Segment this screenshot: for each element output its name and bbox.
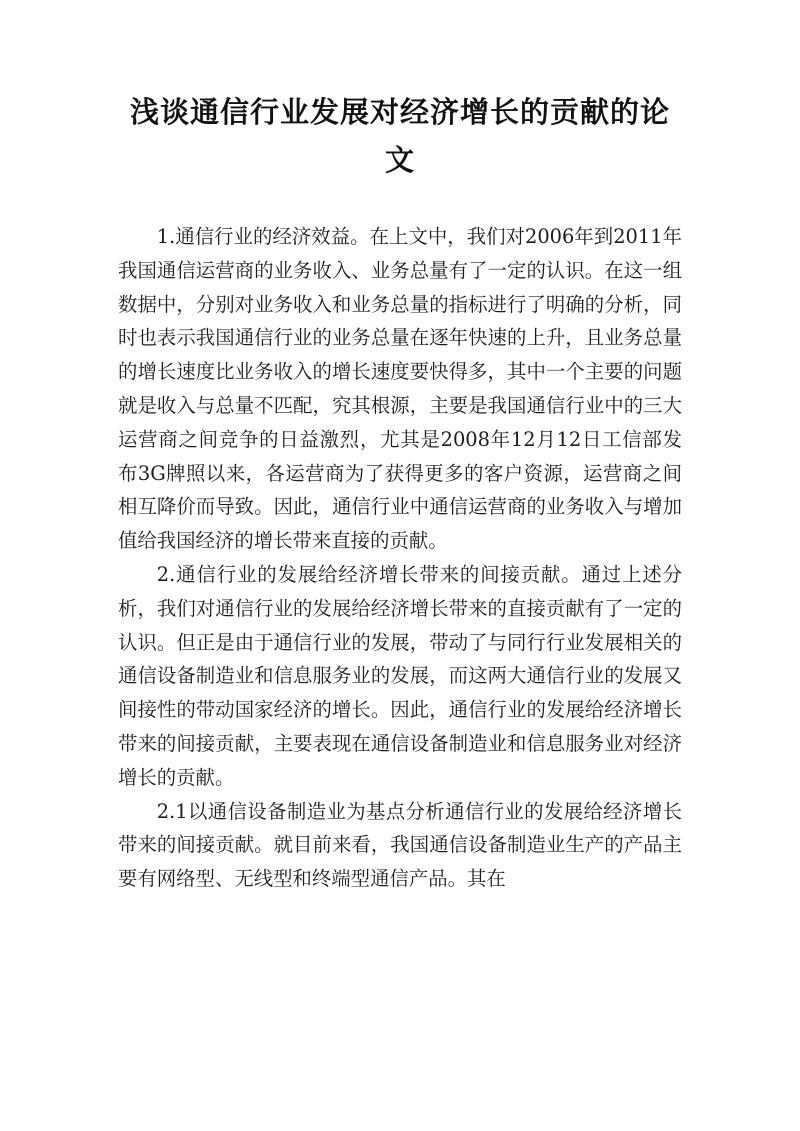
- paragraph-1: 1.通信行业的经济效益。在上文中，我们对2006年到2011年我国通信运营商的业务收入、业务总量有了一定的认识。在这一组数据中，分别对业务收入和业务总量的指标进行了明确的分析，同时也表示我国通信行业的业务总量在逐年快速的上升，且业务总量的增长速度比业务收入的增长速度要快得多，其中一个主要的问题就是收入与总量不匹配，究其根源，主要是我国通信行业中的三大运营商之间竞争的日益激烈，尤其是2008年12月12日工信部发布3G牌照以来，各运营商为了获得更多的客户资源，运营商之间相互降价而导致。因此，通信行业中通信运营商的业务收入与增加值给我国经济的增长带来直接的贡献。: [118, 225, 682, 553]
- document-title: 浅谈通信行业发展对经济增长的贡献的论文: [129, 95, 670, 177]
- paragraph-3: 2.1以通信设备制造业为基点分析通信行业的发展给经济增长带来的间接贡献。就目前来看，我国通信设备制造业生产的产品主要有网络型、无线型和终端型通信产品。其在: [118, 799, 682, 891]
- document-body: [118, 220, 682, 896]
- paragraph-2: 2.通信行业的发展给经济增长带来的间接贡献。通过上述分析，我们对通信行业的发展给经济增长带来的直接贡献有了一定的认识。但正是由于通信行业的发展，带动了与同行行业发展相关的通信设备制造业和信息服务业的发展，而这两大通信行业的发展又间接性的带动国家经济的增长。因此，通信行业的发展给经济增长带来的间接贡献，主要表现在通信设备制造业和信息服务业对经济增长的贡献。: [118, 562, 682, 789]
